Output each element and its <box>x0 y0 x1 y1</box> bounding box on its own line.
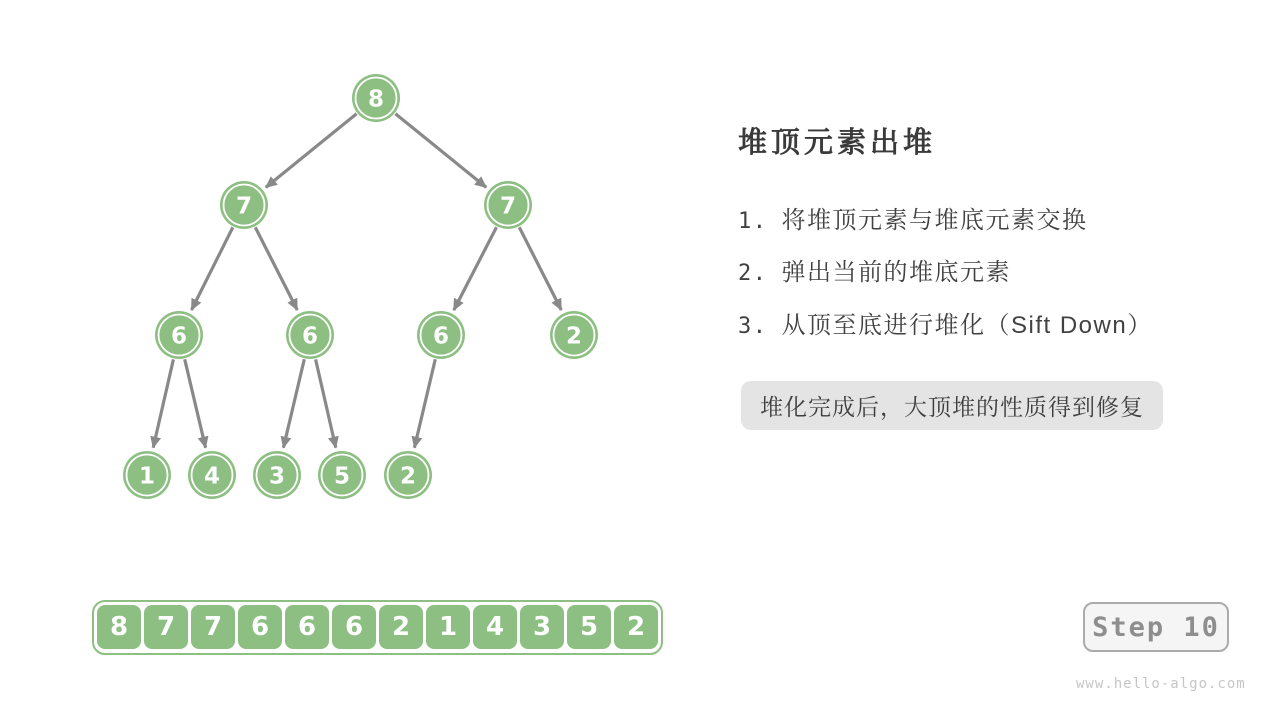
tree-edge-arrow <box>283 359 304 447</box>
step-number: 2. <box>738 261 768 287</box>
step-item-2 <box>738 260 1198 286</box>
tree-node <box>417 311 465 359</box>
array-cell: 8 <box>97 605 141 649</box>
array-cell: 3 <box>520 605 564 649</box>
tree-node-value: 8 <box>367 86 385 113</box>
tree-node <box>484 181 532 229</box>
explanation-panel <box>738 128 1198 430</box>
array-cell: 4 <box>473 605 517 649</box>
step-item-3 <box>738 313 1198 339</box>
tree-node <box>155 311 203 359</box>
tree-edge-arrow <box>395 114 486 188</box>
tree-edge-arrow <box>316 359 336 447</box>
tree-edge-arrow <box>519 227 561 310</box>
tree-node <box>318 451 366 499</box>
array-cell: 5 <box>567 605 611 649</box>
tree-node <box>123 451 171 499</box>
tree-node-value: 4 <box>203 463 221 490</box>
tree-node-value: 7 <box>499 193 517 220</box>
tree-node-value: 6 <box>432 323 450 350</box>
panel-title: 堆顶元素出堆 <box>738 127 937 159</box>
tree-node-value: 2 <box>565 323 583 350</box>
step-number: 3. <box>738 313 768 339</box>
tree-node-value: 7 <box>235 193 253 220</box>
heap-tree-diagram <box>0 0 700 560</box>
step-number: 1. <box>738 208 768 234</box>
heap-array <box>92 600 663 655</box>
tree-edge-arrow <box>192 227 233 310</box>
array-cell: 7 <box>191 605 235 649</box>
array-cell: 6 <box>332 605 376 649</box>
array-cell: 7 <box>144 605 188 649</box>
tree-edge-arrow <box>414 359 435 447</box>
tree-node <box>220 181 268 229</box>
tree-node-value: 1 <box>138 463 156 490</box>
tree-node <box>384 451 432 499</box>
tree-node <box>550 311 598 359</box>
tree-edge-arrow <box>454 227 497 310</box>
tree-node <box>352 74 400 122</box>
tree-node-value: 5 <box>333 463 351 490</box>
array-cell: 1 <box>426 605 470 649</box>
tree-node <box>188 451 236 499</box>
note-box: 堆化完成后，大顶堆的性质得到修复 <box>741 381 1163 430</box>
step-text: 将堆顶元素与堆底元素交换 <box>781 206 1088 234</box>
tree-node-value: 2 <box>399 463 417 490</box>
tree-edge-arrow <box>255 227 297 310</box>
step-text: 弹出当前的堆底元素 <box>781 259 1011 287</box>
step-list <box>738 208 1198 339</box>
tree-edge-arrow <box>266 114 357 188</box>
tree-node-value: 3 <box>268 463 286 490</box>
step-text: 从顶至底进行堆化（Sift Down） <box>781 311 1153 339</box>
watermark: www.hello-algo.com <box>1076 676 1246 692</box>
array-cell: 6 <box>238 605 282 649</box>
tree-node <box>286 311 334 359</box>
step-item-1 <box>738 208 1198 234</box>
tree-edge-arrow <box>153 359 173 447</box>
tree-node-value: 6 <box>301 323 319 350</box>
tree-node-value: 6 <box>170 323 188 350</box>
tree-node <box>253 451 301 499</box>
array-cell: 2 <box>614 605 658 649</box>
array-cell: 2 <box>379 605 423 649</box>
array-cell: 6 <box>285 605 329 649</box>
step-badge: Step 10 <box>1083 602 1229 652</box>
tree-edge-arrow <box>185 359 206 447</box>
